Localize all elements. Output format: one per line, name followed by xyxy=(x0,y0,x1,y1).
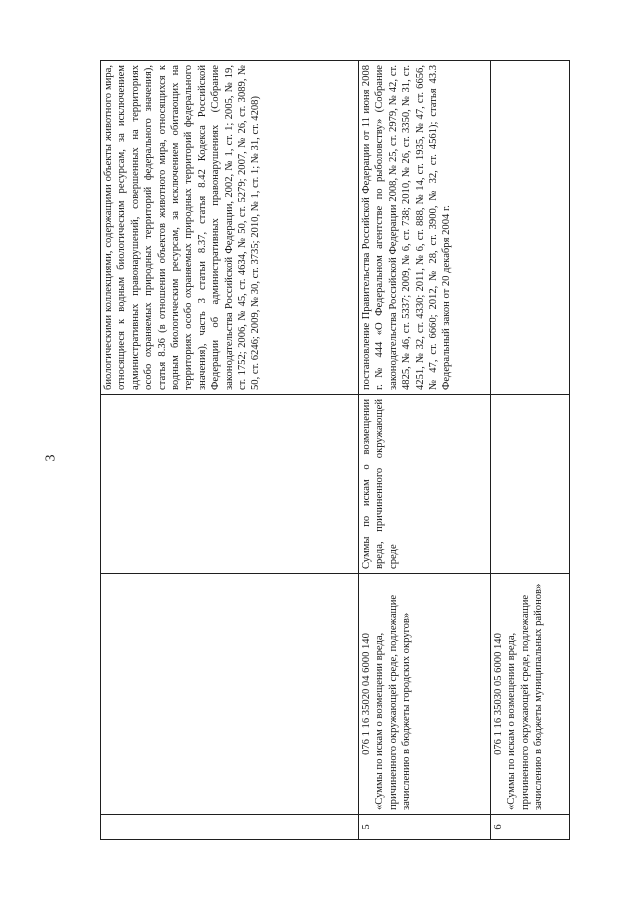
row-number-cell xyxy=(101,815,359,840)
table-row xyxy=(101,61,359,840)
code-description: «Суммы по искам о возмещении вреда, причиненного окружающей среде, подлежащие зачислению в бюджеты городских округов» xyxy=(374,594,413,810)
description-cell xyxy=(491,395,570,574)
rotated-table-sheet xyxy=(100,60,570,840)
table-row xyxy=(491,61,570,840)
table-row xyxy=(359,61,491,840)
code-cell xyxy=(101,574,359,815)
row-number-cell: 5 xyxy=(359,815,491,840)
legal-basis-cell xyxy=(491,61,570,395)
budget-code: 076 1 16 35020 04 6000 140 xyxy=(361,633,372,755)
page-number: 3 xyxy=(43,454,59,462)
code-cell xyxy=(491,574,570,815)
code-cell xyxy=(359,574,491,815)
code-description: «Суммы по искам о возмещении вреда, причиненного окружающей среде, подлежащие зачислению в бюджеты муниципальных районов» xyxy=(506,583,545,810)
budget-code: 076 1 16 35030 05 6000 140 xyxy=(493,633,504,755)
row-number-cell: 6 xyxy=(491,815,570,840)
description-cell: Суммы по искам о возмещении вреда, причиненного окружающей среде xyxy=(359,395,491,574)
budget-codes-table xyxy=(100,60,570,840)
legal-basis-cell: постановление Правительства Российской Федерации от 11 июня 2008 г. № 444 «О Федеральном агентстве по рыболовству» (Собрание законодательства Российской Федерации 2008, № 25, ст. 2979, № 42, ст. 4825, № 46, ст. 5337; 2009, № 6, ст. 738; 2010, № 26, ст. 3350, № 31, ст. 4251, № 32, ст. 4330; 2011, № 6, ст. 888, № 14, ст. 1935, № 47, ст. 6656, № 47, ст. 6660; 2012, № 28, ст. 3900, № 32, ст. 4561); статья 43.3 Федеральный закон от 20 декабря 2004 г. xyxy=(359,61,491,395)
description-cell xyxy=(101,395,359,574)
legal-basis-cell: биологическими коллекциями, содержащими объекты животного мира, относящиеся к водным биологическим ресурсам, за исключением административных правонарушений, совершенных на территориях особо охраняемых природных территорий федерального значения), статья 8.36 (в отношении объектов животного мира, относящихся к водным биологическим ресурсам, за исключением обитающих на территориях особо охраняемых природных территорий федерального значения), часть 3 статьи 8.37, статья 8.42 Кодекса Российской Федерации об административных правонарушениях (Собрание законодательства Российской Федерации, 2002, № 1, ст. 1; 2005, № 19, ст. 1752; 2006, № 45, ст. 4634, № 50, ст. 5279; 2007, № 26, ст. 3089, № 50, ст. 6246; 2009, № 30, ст. 3735; 2010, № 1, ст. 1; № 31, ст. 4208) xyxy=(101,61,359,395)
